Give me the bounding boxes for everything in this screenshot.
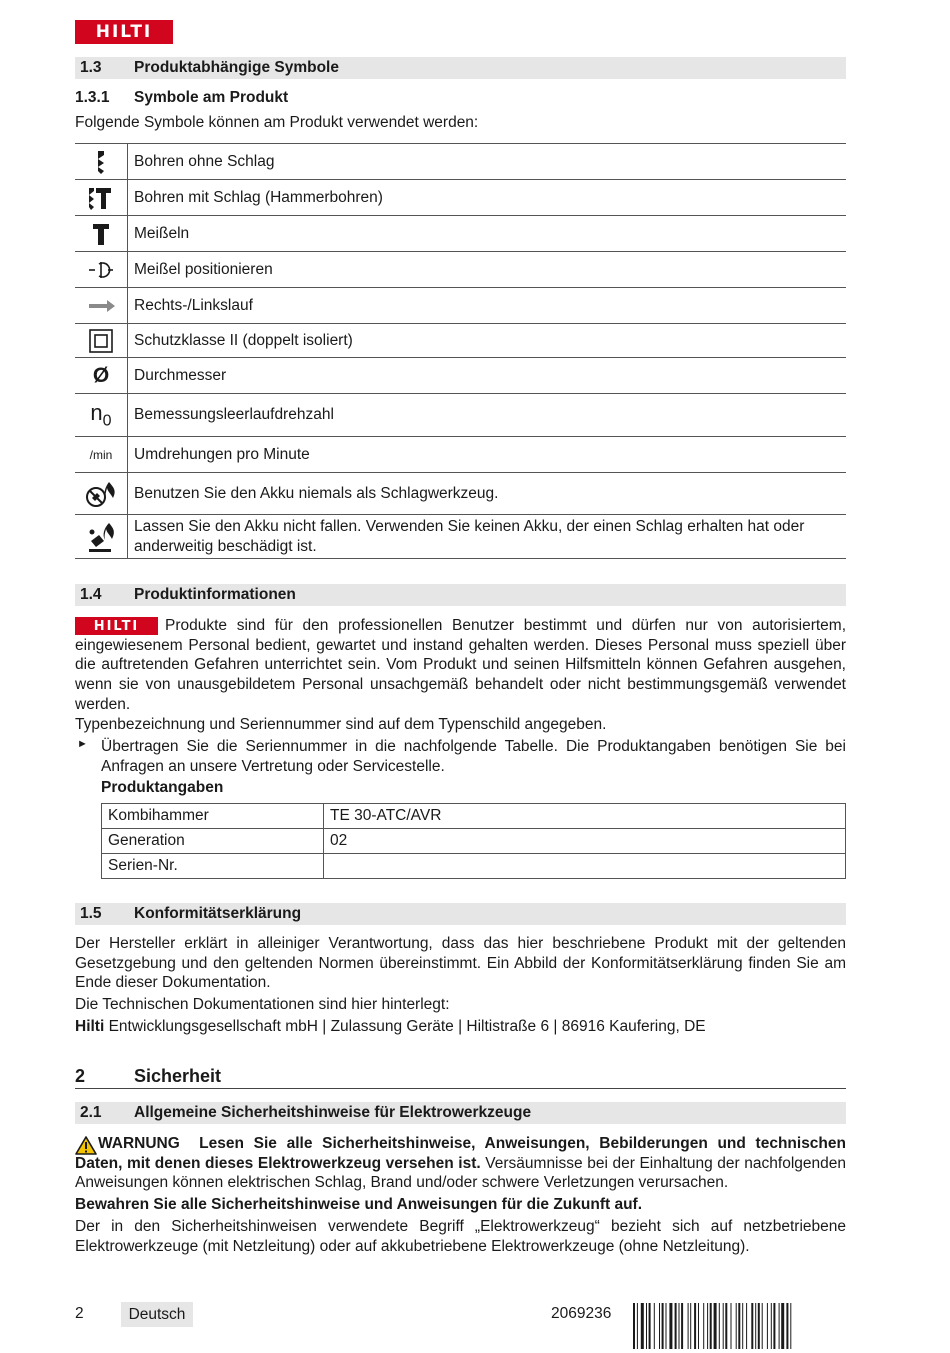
barcode-bar <box>779 1303 780 1349</box>
barcode-bar <box>681 1303 683 1349</box>
symbol-description: Lassen Sie den Akku nicht fallen. Verwenden Sie keinen Akku, der einen Schlag erhalten hat oder anderweitig beschädigt ist. <box>128 515 847 559</box>
diameter-glyph: Ø <box>92 363 110 387</box>
barcode-bar <box>662 1303 664 1349</box>
barcode-bar <box>703 1303 704 1349</box>
section-number: 1.3 <box>80 59 102 76</box>
dropped-battery-icon <box>75 515 128 559</box>
section-number: 1.4 <box>80 586 102 603</box>
page-number: 2 <box>75 1305 84 1322</box>
warning-bold-text: Lesen Sie alle Sicherheitshinweise, Anweisungen, Bebilderungen und technischen Daten, mit denen dieses Elektrowerkzeug versehen ist. <box>75 1135 846 1172</box>
chisel-position-icon <box>75 252 128 288</box>
symbols-intro: Folgende Symbole können am Produkt verwendet werden: <box>75 114 479 131</box>
symbol-row <box>75 216 846 252</box>
symbol-row <box>75 515 846 559</box>
symbol-row <box>75 358 846 394</box>
n0-icon <box>75 394 128 437</box>
per-minute-icon <box>75 437 128 473</box>
barcode-bar <box>714 1303 717 1349</box>
barcode-bar <box>688 1303 689 1349</box>
warning-paragraph <box>75 1134 846 1193</box>
barcode-bar <box>723 1303 724 1349</box>
barcode-bar <box>654 1303 655 1349</box>
table-cell-value: TE 30-ATC/AVR <box>324 804 846 829</box>
barcode-bar <box>781 1303 784 1349</box>
barcode-bar <box>736 1303 737 1349</box>
technical-documentation-note: Die Technischen Dokumentationen sind hier hinterlegt: <box>75 996 450 1013</box>
bullet-text: Übertragen Sie die Seriennummer in die nachfolgende Tabelle. Die Produktangaben benötigen Sie bei Anfragen an unsere Vertretung oder Servicestelle. <box>101 738 846 775</box>
hammer-drill-icon <box>75 180 128 216</box>
product-info-paragraph: Produkte sind für den professionellen Benutzer bestimmt und dürfen nur von autorisiertem, eingewiesenem Personal bedient, gewartet und instand gehalten werden. Dieses Personal muss speziell über die auftretenden Gefahren unterrichtet sein. Vom Produkt und seinen Hilfsmitteln können Gefahren ausgehen, wenn sie von unausgebildetem Personal unsachgemäß behandelt oder nicht bestimmungsgemäß verwendet werden. <box>75 617 846 713</box>
symbol-description: Schutzklasse II (doppelt isoliert) <box>128 324 847 358</box>
address-brand: Hilti <box>75 1018 105 1035</box>
conformity-paragraph: Der Hersteller erklärt in alleiniger Verantwortung, dass das hier beschriebene Produkt mit der geltenden Gesetzgebung und den geltenden Normen übereinstimmt. Ein Abbild der Konformitätserklärung finden Sie am Ende dieser Dokumentation. <box>75 935 846 992</box>
warning-label: WARNUNG <box>98 1135 180 1152</box>
manufacturer-address <box>75 1017 846 1037</box>
chapter-heading-2 <box>75 1064 846 1089</box>
no-impact-battery-icon <box>75 473 128 515</box>
barcode-bar <box>694 1303 696 1349</box>
barcode-bar <box>675 1303 677 1349</box>
product-data-table <box>101 803 846 879</box>
barcode-bar <box>659 1303 660 1349</box>
section-title: Produktabhängige Symbole <box>134 59 339 76</box>
product-table-title: Produktangaben <box>101 779 224 796</box>
section-title: Produktinformationen <box>134 586 296 603</box>
warning-text: Versäumnisse bei der Einhaltung der nachfolgenden Anweisungen können elektrischen Schlag, Brand und/oder schwere Verletzungen verursachen. <box>75 1154 846 1192</box>
table-row <box>102 804 846 829</box>
section-heading-1-4 <box>75 584 846 606</box>
table-row <box>102 829 846 854</box>
barcode-bar <box>666 1303 667 1349</box>
barcode-bar <box>707 1303 708 1349</box>
symbol-description: Bohren ohne Schlag <box>128 144 847 180</box>
symbol-description: Meißeln <box>128 216 847 252</box>
symbol-row <box>75 180 846 216</box>
barcode-bar <box>646 1303 647 1349</box>
barcode-bar <box>698 1303 699 1349</box>
symbol-row <box>75 288 846 324</box>
section-heading-2-1 <box>75 1102 846 1124</box>
barcode-bar <box>731 1303 732 1349</box>
symbol-description: Bemessungsleerlaufdrehzahl <box>128 394 847 437</box>
barcode-bar <box>669 1303 672 1349</box>
table-cell-label: Serien-Nr. <box>102 854 324 879</box>
symbol-row <box>75 437 846 473</box>
document-number: 2069236 <box>551 1305 612 1322</box>
diameter-icon <box>75 358 128 394</box>
barcode-bar <box>710 1303 712 1349</box>
chapter-title: Sicherheit <box>134 1066 222 1086</box>
rotation-arrow-icon <box>75 288 128 324</box>
symbol-description: Umdrehungen pro Minute <box>128 437 847 473</box>
barcode <box>633 1303 846 1349</box>
barcode-bar <box>790 1303 791 1349</box>
table-cell-label: Generation <box>102 829 324 854</box>
barcode-graphic <box>633 1303 846 1349</box>
hilti-logo <box>75 20 173 44</box>
barcode-bar <box>633 1303 635 1349</box>
section-heading-1-3 <box>75 57 846 79</box>
barcode-bar <box>719 1303 720 1349</box>
protection-class-ii-icon <box>75 324 128 358</box>
chapter-number: 2 <box>75 1066 86 1086</box>
power-tool-term-paragraph: Der in den Sicherheitshinweisen verwendete Begriff „Elektrowerkzeug“ bezieht sich auf netzbetriebene Elektrowerkzeuge (mit Netzleitung) oder auf akkubetriebene Elektrowerkzeuge (ohne Netzleitung). <box>75 1218 846 1255</box>
barcode-bar <box>679 1303 680 1349</box>
symbol-row <box>75 144 846 180</box>
n0-subscript: 0 <box>102 412 112 430</box>
section-title: Konformitätserklärung <box>134 905 302 922</box>
hilti-logo-text: HILTI <box>95 22 153 42</box>
symbol-row <box>75 252 846 288</box>
hilti-inline-logo-text: HILTI <box>93 618 140 634</box>
section-number: 2.1 <box>80 1104 102 1121</box>
subsection-number: 1.3.1 <box>75 89 110 106</box>
barcode-bar <box>690 1303 691 1349</box>
barcode-bar <box>637 1303 638 1349</box>
barcode-bar <box>767 1303 768 1349</box>
barcode-bar <box>771 1303 772 1349</box>
section-title: Allgemeine Sicherheitshinweise für Elektrowerkzeuge <box>134 1104 532 1121</box>
drill-bit-icon <box>75 144 128 180</box>
address-text: Entwicklungsgesellschaft mbH | Zulassung Geräte | Hiltistraße 6 | 86916 Kaufering, DE <box>104 1018 706 1035</box>
barcode-bar <box>786 1303 788 1349</box>
language-label: Deutsch <box>121 1302 193 1327</box>
barcode-bar <box>755 1303 756 1349</box>
symbol-row <box>75 324 846 358</box>
n0-glyph: n <box>90 399 103 425</box>
symbol-description: Benutzen Sie den Akku niemals als Schlagwerkzeug. <box>128 473 847 515</box>
chisel-icon <box>75 216 128 252</box>
symbol-row <box>75 394 846 437</box>
symbol-description: Rechts-/Linkslauf <box>128 288 847 324</box>
barcode-bar <box>762 1303 763 1349</box>
symbol-description: Meißel positionieren <box>128 252 847 288</box>
subsection-title: Symbole am Produkt <box>134 89 289 106</box>
table-cell-label: Kombihammer <box>102 804 324 829</box>
symbol-row <box>75 473 846 515</box>
serial-number-cell[interactable] <box>324 854 846 879</box>
symbols-table <box>75 143 846 559</box>
barcode-bar <box>738 1303 740 1349</box>
symbol-description: Bohren mit Schlag (Hammerbohren) <box>128 180 847 216</box>
section-number: 1.5 <box>80 905 102 922</box>
type-label-paragraph: Typenbezeichnung und Seriennummer sind auf dem Typenschild angegeben. <box>75 716 607 733</box>
section-heading-1-5 <box>75 903 846 925</box>
barcode-bar <box>725 1303 727 1349</box>
barcode-bar <box>758 1303 760 1349</box>
barcode-bar <box>742 1303 743 1349</box>
barcode-bar <box>641 1303 644 1349</box>
bullet-marker: ► <box>77 738 88 750</box>
per-minute-glyph: /min <box>89 447 113 462</box>
barcode-bar <box>751 1303 753 1349</box>
keep-instructions-notice: Bewahren Sie alle Sicherheitshinweise und Anweisungen für die Zukunft auf. <box>75 1196 642 1213</box>
barcode-bar <box>746 1303 747 1349</box>
barcode-bar <box>649 1303 651 1349</box>
symbol-description: Durchmesser <box>128 358 847 394</box>
barcode-bar <box>773 1303 775 1349</box>
table-row <box>102 854 846 879</box>
table-cell-value: 02 <box>324 829 846 854</box>
